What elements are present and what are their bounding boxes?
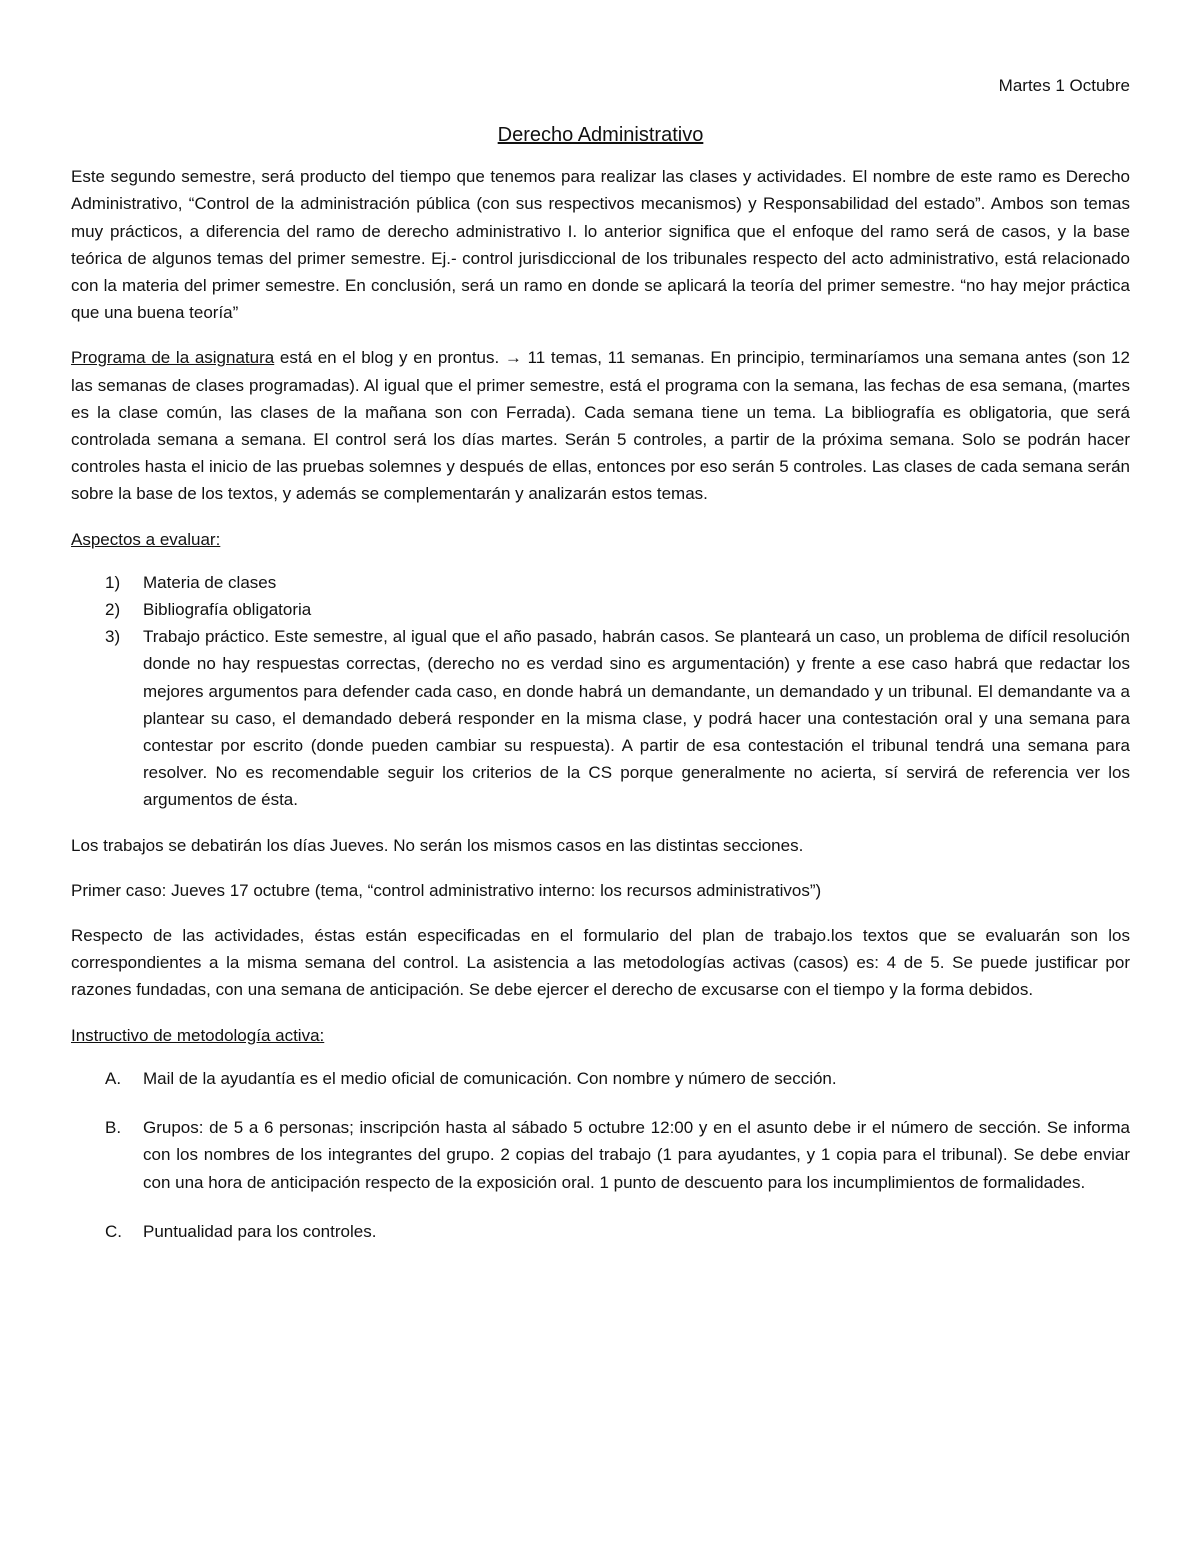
list-item-text: Grupos: de 5 a 6 personas; inscripción hasta al sábado 5 octubre 12:00 y en el asunto debe ir el número de sección. Se informa con los nombres de los integrantes del grupo. 2 copias del trabajo (1 para ayudantes, y 1 copia para el tribunal). Se debe enviar con una hora de anticipación respecto de la exposición oral. 1 punto de descuento para los incumplimientos de formalidades. bbox=[143, 1118, 1130, 1192]
programa-link-text: Programa de la asignatura bbox=[71, 348, 275, 368]
list-marker: A. bbox=[105, 1068, 122, 1088]
instructivo-heading: Instructivo de metodología activa: bbox=[71, 1025, 325, 1045]
aspectos-heading: Aspectos a evaluar: bbox=[71, 529, 221, 549]
primer-caso-paragraph: Primer caso: Jueves 17 octubre (tema, “control administrativo interno: los recursos administrativos”) bbox=[71, 880, 822, 900]
aspectos-item bbox=[71, 596, 1130, 623]
list-item-text: Puntualidad para los controles. bbox=[143, 1221, 377, 1241]
aspectos-item bbox=[71, 569, 1130, 596]
actividades-paragraph: Respecto de las actividades, éstas están especificadas en el formulario del plan de trabajo.los textos que se evaluarán son los correspondientes a la misma semana del control. La asistencia a las metodologías activas (casos) es: 4 de 5. Se puede justificar por razones fundadas, con una semana de anticipación. Se debe ejercer el derecho de excusarse con el tiempo y la forma debidos. bbox=[71, 926, 1130, 1000]
list-item-text: Bibliografía obligatoria bbox=[143, 600, 312, 620]
list-marker: B. bbox=[105, 1118, 122, 1138]
list-marker: 2) bbox=[105, 600, 121, 620]
list-item-text: Materia de clases bbox=[143, 572, 277, 592]
trabajos-paragraph: Los trabajos se debatirán los días Jueves. No serán los mismos casos en las distintas secciones. bbox=[71, 835, 804, 855]
intro-paragraph: Este segundo semestre, será producto del tiempo que tenemos para realizar las clases y actividades. El nombre de este ramo es Derecho Administrativo, “Control de la administración pública (con sus respectivos mecanismos) y Responsabilidad del estado”. Ambos son temas muy prácticos, a diferencia del ramo de derecho administrativo I. lo anterior significa que el enfoque del ramo será de casos, y la base teórica de algunos temas del primer semestre. Ej.- control jurisdiccional de los tribunales respecto del acto administrativo, está relacionado con la materia del primer semestre. En conclusión, será un ramo en donde se aplicará la teoría del primer semestre. “no hay mejor práctica que una buena teoría” bbox=[71, 167, 1130, 323]
instructivo-item bbox=[71, 1065, 1130, 1092]
list-item-text: Trabajo práctico. Este semestre, al igual que el año pasado, habrán casos. Se planteará un caso, un problema de difícil resolución donde no hay respuestas correctas, (derecho no es verdad sino es argumentación) y frente a ese caso habrá que redactar los mejores argumentos para defender cada caso, en donde habrá un demandante, un demandado y un tribunal. El demandante va a plantear su caso, el demandado deberá responder en la misma clase, y podrá hacer una contestación oral y una semana para contestar por escrito (donde pueden cambiar su respuesta). A partir de esa contestación el tribunal tendrá una semana para resolver. No es recomendable seguir los criterios de la CS porque generalmente no acierta, sí servirá de referencia ver los argumentos de ésta. bbox=[143, 627, 1130, 810]
programa-text: está en el blog y en prontus. → 11 temas, 11 semanas. En principio, terminaríamos una semana antes (son 12 las semanas de clases programadas). Al igual que el primer semestre, está el programa con la semana, las fechas de esa semana, (martes es la clase común, las clases de la mañana son con Ferrada). Cada semana tiene un tema. La bibliografía es obligatoria, que será controlada semana a semana. El control será los días martes. Serán 5 controles, a partir de la próxima semana. Solo se podrán hacer controles hasta el inicio de las pruebas solemnes y después de ellas, entonces por eso serán 5 controles. Las clases de cada semana serán sobre la base de los textos, y además se complementarán y analizarán estos temas. bbox=[71, 348, 1130, 504]
programa-paragraph bbox=[71, 344, 1130, 507]
list-marker: 3) bbox=[105, 627, 121, 647]
instructivo-item bbox=[71, 1218, 1130, 1245]
aspectos-item bbox=[71, 623, 1130, 813]
document-page bbox=[71, 72, 1130, 1267]
list-item-text: Mail de la ayudantía es el medio oficial de comunicación. Con nombre y número de sección. bbox=[143, 1068, 837, 1088]
list-marker: 1) bbox=[105, 572, 121, 592]
instructivo-list bbox=[71, 1065, 1130, 1245]
list-marker: C. bbox=[105, 1221, 122, 1241]
document-date: Martes 1 Octubre bbox=[998, 76, 1130, 95]
document-title: Derecho Administrativo bbox=[497, 124, 704, 147]
aspectos-list bbox=[71, 569, 1130, 814]
instructivo-item bbox=[71, 1114, 1130, 1196]
